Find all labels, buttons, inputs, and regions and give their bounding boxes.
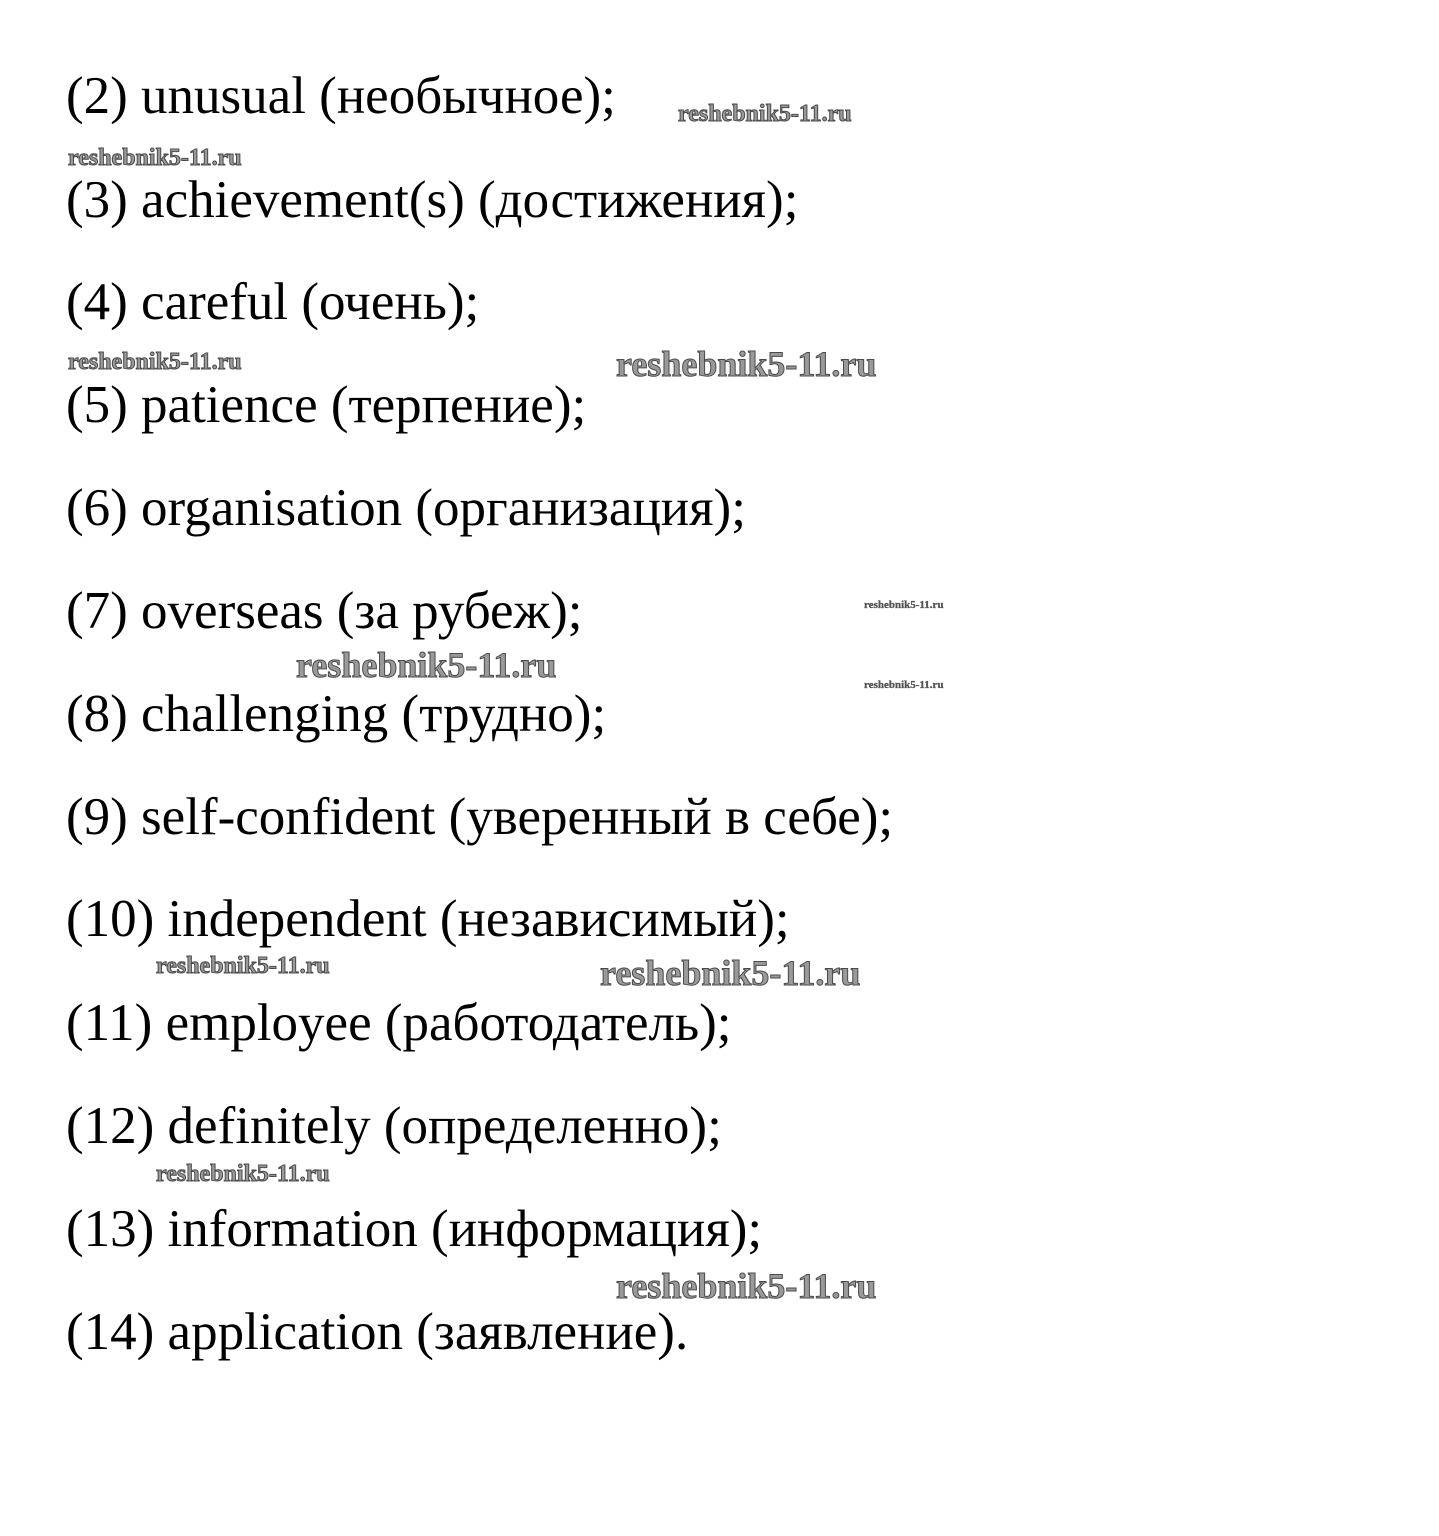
answer-line-9: (9) self-confident (уверенный в себе); [66, 788, 894, 846]
answer-line-2: (2) unusual (необычное); [66, 67, 616, 125]
answer-line-7: (7) overseas (за рубеж); [66, 582, 583, 640]
answer-line-4: (4) careful (очень); [66, 273, 480, 331]
answer-line-10: (10) independent (независимый); [66, 890, 790, 948]
watermark: reshebnik5-11.ru [296, 645, 557, 685]
watermark: reshebnik5-11.ru [156, 1161, 330, 1187]
answer-line-13: (13) information (информация); [66, 1200, 763, 1258]
watermark: reshebnik5-11.ru [864, 599, 944, 611]
watermark: reshebnik5-11.ru [864, 679, 944, 691]
answer-line-3: (3) achievement(s) (достижения); [66, 171, 799, 229]
answer-line-5: (5) patience (терпение); [66, 376, 587, 434]
watermark: reshebnik5-11.ru [616, 344, 877, 384]
answer-line-12: (12) definitely (определенно); [66, 1097, 722, 1155]
watermark: reshebnik5-11.ru [156, 953, 330, 979]
watermark: reshebnik5-11.ru [678, 101, 852, 127]
answer-line-14: (14) application (заявление). [66, 1303, 689, 1361]
watermark: reshebnik5-11.ru [600, 953, 861, 993]
answer-line-8: (8) challenging (трудно); [66, 685, 607, 743]
watermark: reshebnik5-11.ru [616, 1266, 877, 1306]
watermark: reshebnik5-11.ru [68, 349, 242, 375]
watermark: reshebnik5-11.ru [68, 145, 242, 171]
answer-line-6: (6) organisation (организация); [66, 479, 746, 537]
answer-line-11: (11) employee (работодатель); [66, 994, 732, 1052]
